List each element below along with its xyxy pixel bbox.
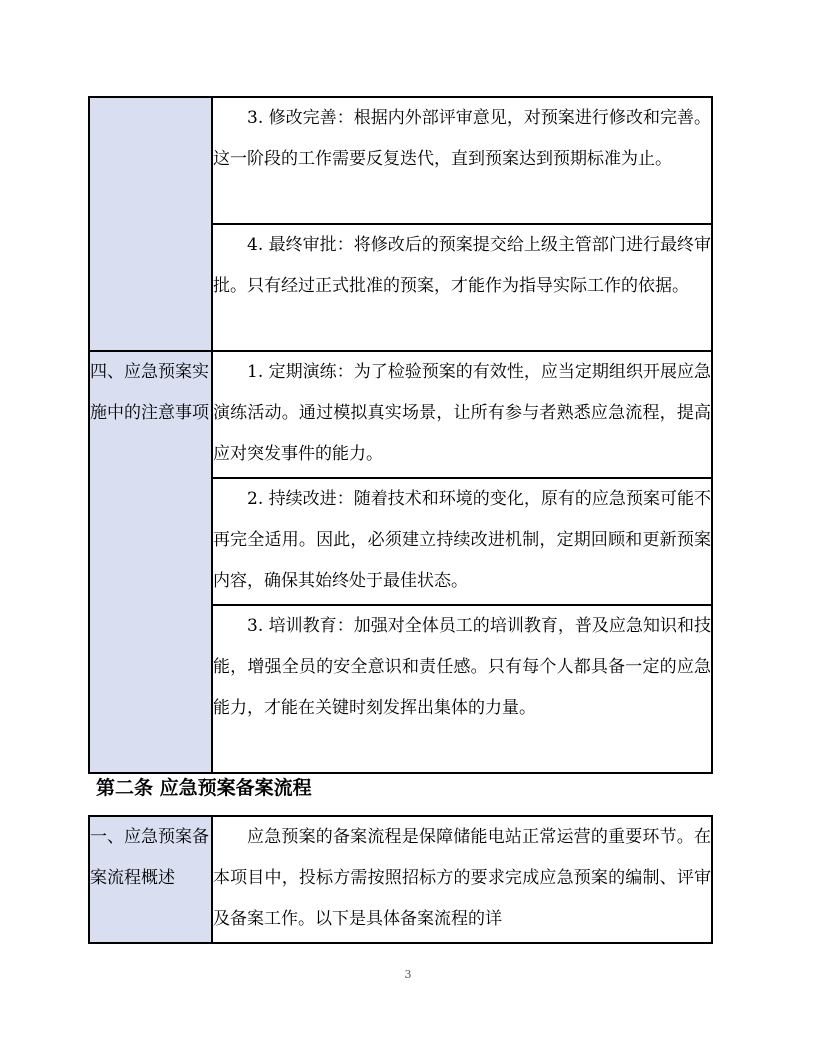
table-row (89, 816, 712, 943)
item-revise-improve: 3. 修改完善：根据内外部评审意见，对预案进行修改和完善。这一阶段的工作需要反复迭代，直到预案达到预期标准为止。 (212, 97, 712, 224)
filing-process-table (88, 815, 713, 944)
page-number: 3 (404, 968, 412, 981)
filing-overview-body: 应急预案的备案流程是保障储能电站正常运营的重要环节。在本项目中，投标方需按照招标方的要求完成应急预案的编制、评审及备案工作。以下是具体备案流程的详 (212, 816, 712, 943)
item-continuous-improvement: 2. 持续改进：随着技术和环境的变化，原有的应急预案可能不再完全适用。因此，必须建立持续改进机制，定期回顾和更新预案内容，确保其始终处于最佳状态。 (212, 478, 712, 605)
section-4-label: 四、应急预案实施中的注意事项 (89, 351, 212, 773)
section-3-label-cell (89, 97, 212, 351)
filing-overview-label: 一、应急预案备案流程概述 (89, 816, 212, 943)
item-final-approval: 4. 最终审批：将修改后的预案提交给上级主管部门进行最终审批。只有经过正式批准的预案，才能作为指导实际工作的依据。 (212, 224, 712, 351)
article-2-heading: 第二条 应急预案备案流程 (96, 777, 312, 799)
emergency-plan-table (88, 96, 713, 774)
table-row (89, 97, 712, 224)
item-regular-drills: 1. 定期演练：为了检验预案的有效性，应当定期组织开展应急演练活动。通过模拟真实场景，让所有参与者熟悉应急流程，提高应对突发事件的能力。 (212, 351, 712, 478)
item-training-education: 3. 培训教育：加强对全体员工的培训教育，普及应急知识和技能，增强全员的安全意识和责任感。只有每个人都具备一定的应急能力，才能在关键时刻发挥出集体的力量。 (212, 605, 712, 773)
table-row (89, 351, 712, 478)
